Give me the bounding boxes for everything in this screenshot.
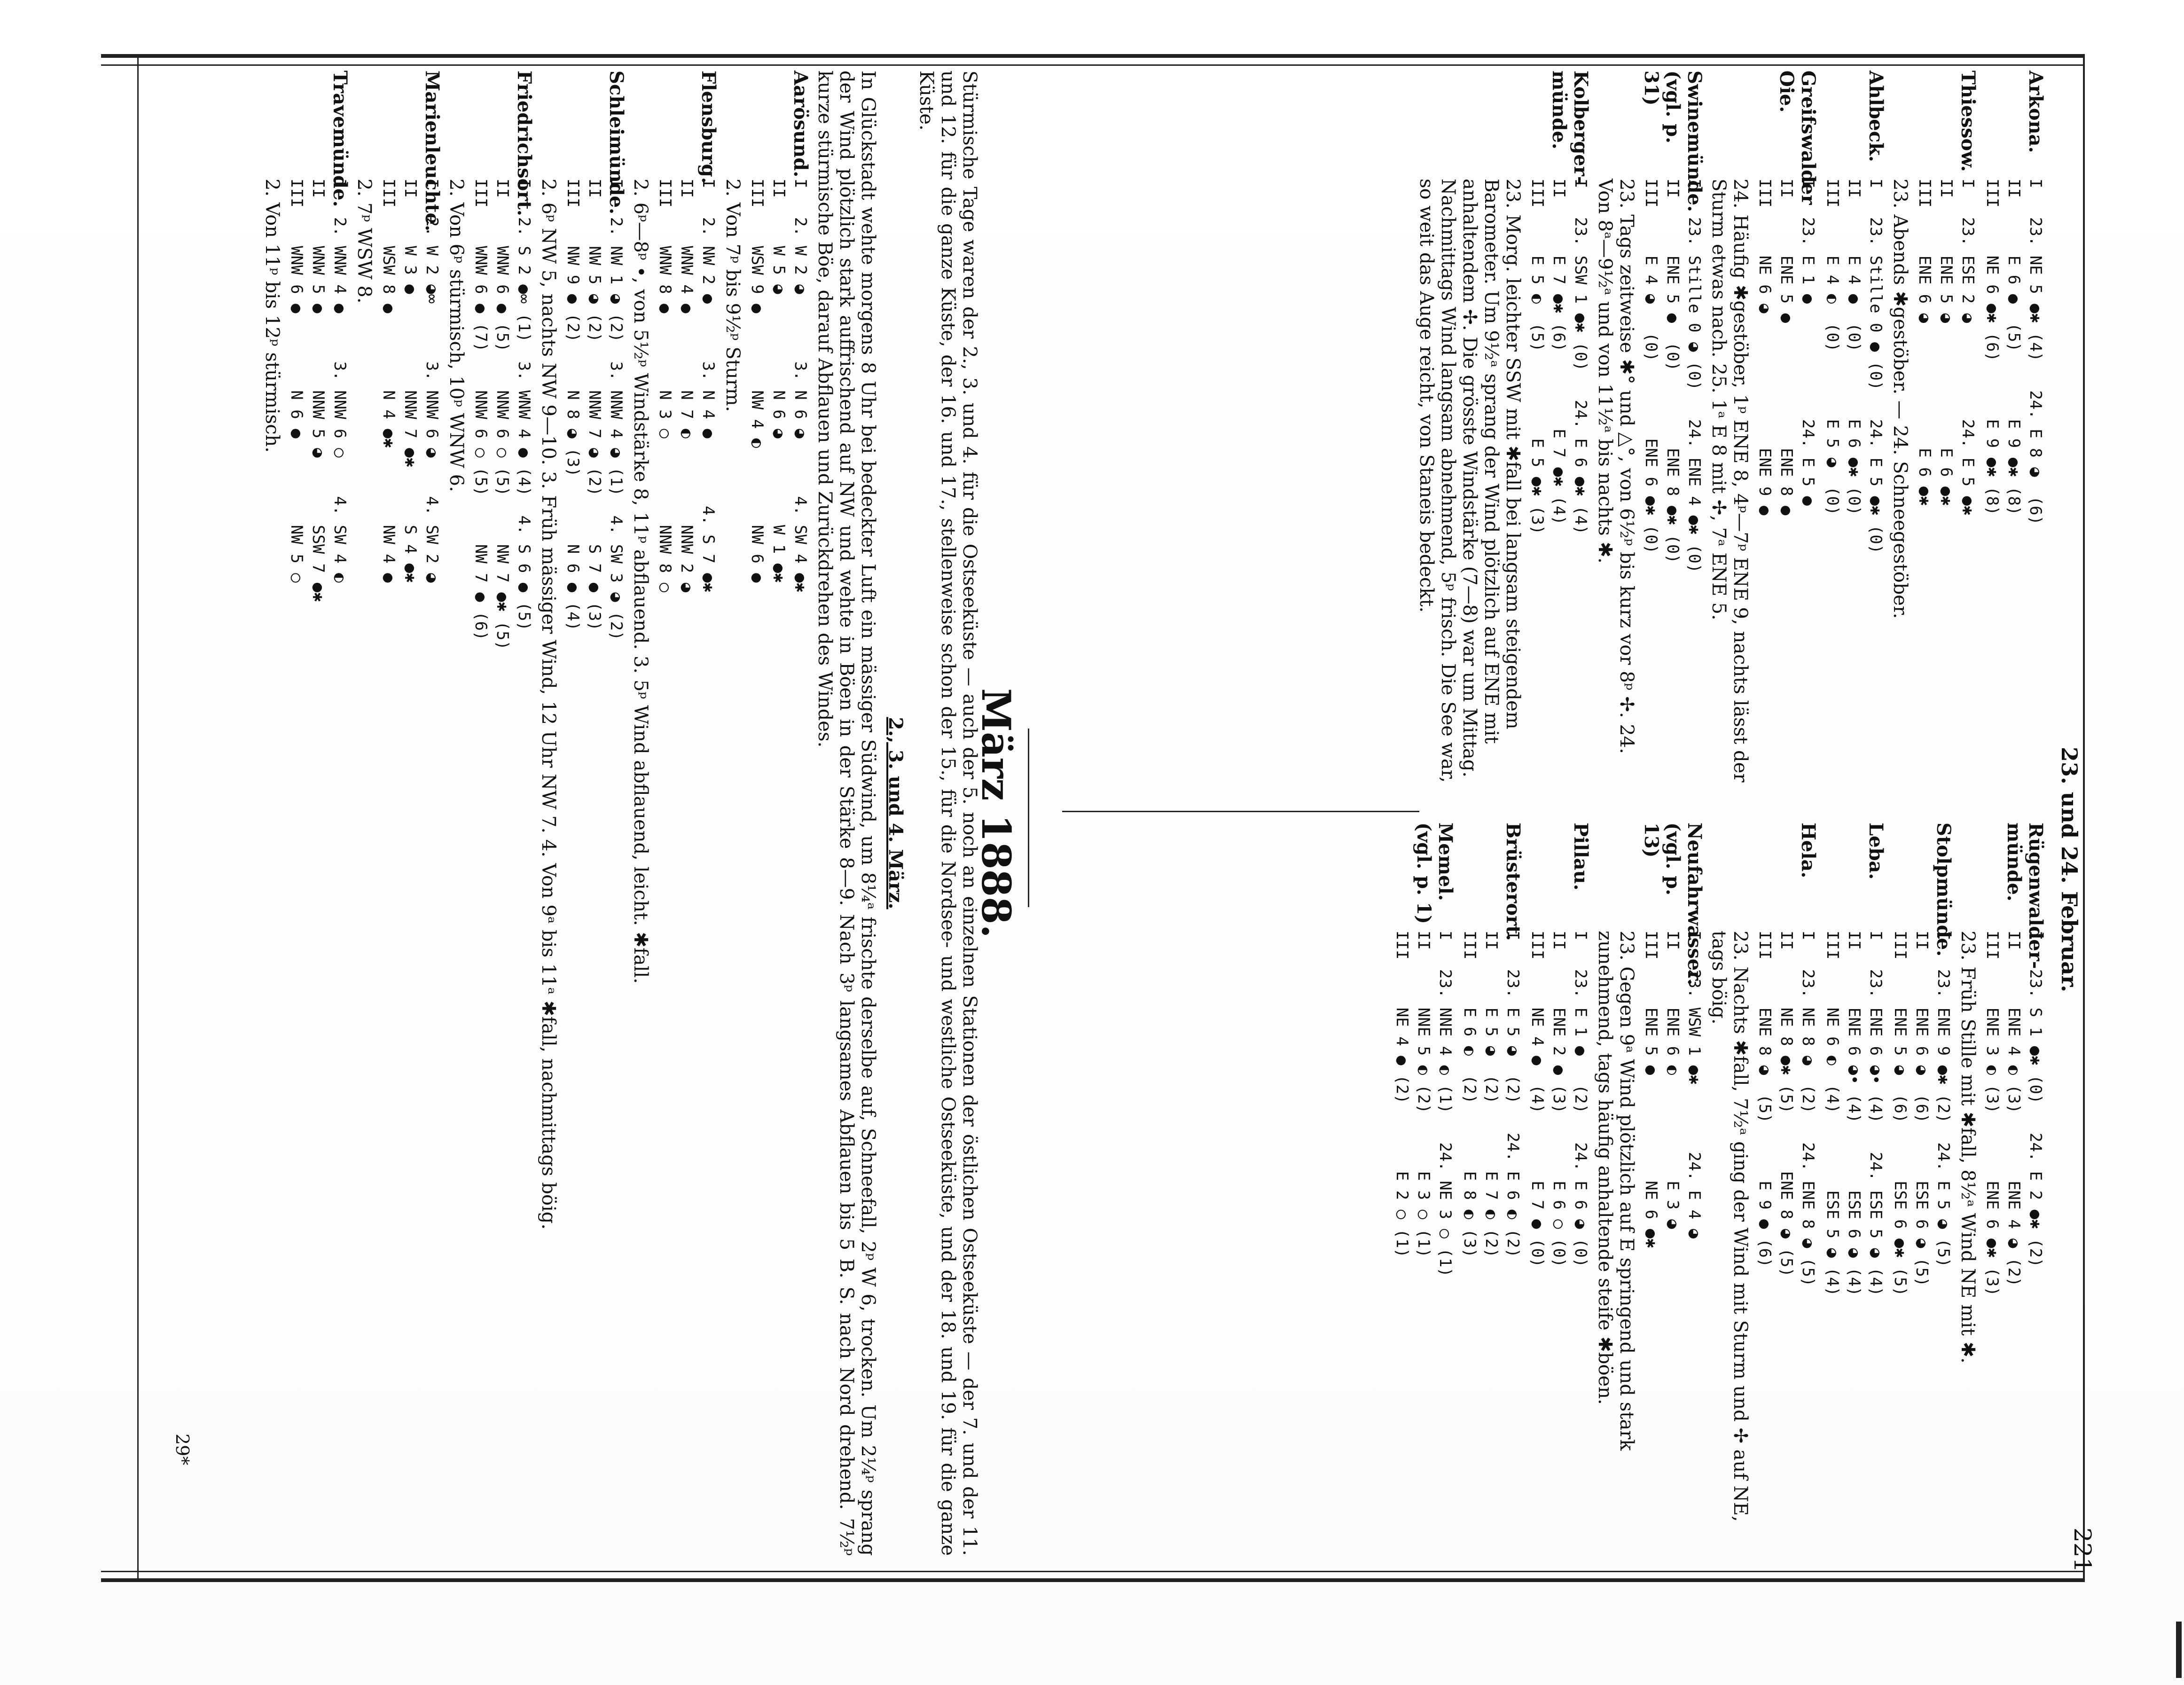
station-entry (470, 71, 535, 1556)
station-entry (1459, 823, 1524, 1556)
station-observations: I 23. NNE 4 ◐ (1) 24. NE 3 ○ (1) II NNE 5 ◐ (2) E 3 ○ (1) III NE 4 ● (2) E 2 ○ (1) (1393, 931, 1455, 1277)
station-entry (1526, 823, 1591, 1556)
frame-rule-left (137, 54, 139, 1582)
glueckstadt-report: In Glückstadt wehte morgens 8 Uhr bei bedeckter Luft ein mässiger Südwind, um 8¼ᵃ frischte derselbe auf, Schneefall, 2ᵖ W 6, trocken. Um 2¼ᵖ sprang der Wind plötzlich stark auffrischend auf NW und wehte in Böen in der Stärke 8—9. Nach 3ᵖ langsames Abflauen bis 5 B. S. nach Nord drehend. 7½ᵖ kurze stürmische Böe, darauf Abflauen und Zurückdrehen des Windes. (814, 71, 879, 1556)
station-name: Schleimünde. (605, 71, 627, 214)
station-entry (286, 71, 351, 1556)
station-name: Ahlbeck. (1865, 71, 1887, 162)
station-entry (1526, 71, 1591, 785)
month-title: März 1888. (973, 688, 1019, 938)
station-note: 23. Morg. leichter SSW mit ✱fall bei langsam steigendem Barometer. Um 9½ᵃ sprang der Wind plötzlich auf ENE mit anhaltendem ✢. Die grösste Windstärke (7—8) war um Mittag. Nachmittags Wind langsam abnehmend, 5ᵖ frisch. Die See war, so weit das Auge reicht, von Staneis bedeckt. (1416, 179, 1524, 783)
station-observations: I 23. S 1 ●✱ (0) 24. E 2 ●✱ (2) II ENE 4 ◐ (3) ENE 4 ◕ (2) III ENE 3 ◐ (3) ENE 6 ●✱ (3) (1983, 931, 2045, 1296)
station-observations: I 2. NW 2 ● 3. N 4 ● 4. S 7 ●✱ II WNW 4 ● N 7 ◐ NNW 2 ◕ III WNW 8 ● N 3 ○ NNW 8 ○ (656, 179, 718, 593)
station-entry (378, 71, 443, 1556)
station-name: Neufahrwasser. (vgl. p. 13) (1640, 823, 1706, 986)
station-note: 2. 7ᵖ WSW 8. (353, 179, 375, 304)
station-observations: I 23. E 1 ● 24. E 5 ● II ENE 5 ● ENE 8 ● III NE 6 ◕ ENE 9 ● (1755, 179, 1817, 516)
station-name: Arkona. (2025, 71, 2047, 153)
station-note: 23. Früh Stille mit ✱fall, 8½ᵃ Wind NE mit ✱. (1957, 931, 1979, 1364)
station-observations: I 2. S 2 ●∞ (1) 3. WNW 4 ● (4) 4. S 6 ● (5) II WNW 6 ● (5) NNW 6 ○ (5) NW 7 ●✱ (5) III WNW 6 ● (7) NNW 6 ○ (5) NW 7 ● (6) (471, 179, 533, 650)
station-name: Pillau. (1570, 823, 1592, 891)
march-station-list (261, 71, 811, 1556)
station-note: 2. 6ᵖ—8ᵖ •, von 5½ᵖ Windstärke 8, 11ᵖ abflauend. 3. 5ᵖ Wind abflauend, leicht. ✱fall. (630, 179, 651, 984)
station-entry (1754, 71, 1819, 785)
section-divider (1028, 729, 1029, 907)
station-name: Greifswalder Oie. (1776, 71, 1819, 205)
right-column (1388, 823, 2049, 1556)
station-observations: I 23. SSW 1 ●✱ (0) 24. E 6 ●✱ (4) II E 7 ●✱ (6) E 7 ●✱ (4) III E 5 ◐ (5) E 5 ●✱ (3) (1528, 179, 1590, 535)
station-entry (654, 71, 719, 1556)
station-name: Marienleuchte. (421, 71, 443, 232)
station-observations: I 23. NE 8 ◕ (2) 24. ENE 8 ◕ (5) II NE 8 ●✱ (5) ENE 8 ◕ (5) III ENE 8 ◕ (5) E 9 ● (6) (1755, 931, 1817, 1287)
march-subtitle: 2., 3. und 4. März. (885, 717, 907, 909)
station-entry (1391, 823, 1456, 1556)
left-column (1413, 71, 2049, 785)
march-section (258, 71, 1020, 1556)
section-heading: 23. und 24. Februar. (2057, 746, 2082, 993)
station-name: Rügenwalder-münde. (2003, 823, 2047, 969)
station-name: Travemünde. (329, 71, 351, 207)
station-observations: I 2. NW 1 ◕ (2) 3. NNW 4 ◕ (1) 4. SW 3 ◕ (2) II NW 5 ◕ (2) NNW 7 ◕ (2) S 7 ● (3) III NW 9 ● (2) N 8 ◕ (3) N 6 ● (4) (564, 179, 626, 641)
column-divider (1062, 811, 1419, 812)
frame-rule-bottom (101, 1578, 2083, 1582)
frame-rule-top (101, 54, 2083, 58)
station-name: Leba. (1865, 823, 1887, 880)
station-entry (1754, 823, 1819, 1556)
station-name: Swinemünde. (vgl. p. 31) (1640, 71, 1706, 212)
station-name: Hela. (1797, 823, 1819, 878)
station-note: 2. 6ᵖ NW 5, nachts NW 9—10. 3. Früh mässiger Wind, 12 Uhr NW 7. 4. Von 9ᵃ bis 11ᵃ ✱fall, nachmittags böig. (538, 179, 559, 1230)
station-note: 2. Von 11ᵖ bis 12ᵖ stürmisch. (261, 179, 283, 453)
station-observations: I 23. ENE 9 ●✱ (2) 24. E 5 ◕ (5) II ENE 6 ◕ (6) ESE 6 ◕ (5) III ENE 5 ◕ (6) ESE 6 ●✱ (5) (1891, 931, 1953, 1296)
frame-rule-top-thin (101, 64, 2083, 66)
frame-rule-right (2083, 54, 2085, 1582)
station-entry (1914, 71, 1979, 785)
station-observations: I 2. W 2 ◕∞ 3. NNW 6 ◕ 4. SW 2 ◕ II W 3 ● NNW 7 ●✱ S 4 ●✱ III WSW 8 ● N 4 ●✱ NW 4 ● (379, 179, 441, 583)
station-note: 23. Tags zeitweise ✱° und △°, von 6½ᵖ bis kurz vor 8ᵖ ✢. 24. Von 8ᵃ—9½ᵃ und von 11½ᵃ bis nachts ✱. (1594, 179, 1637, 754)
footer-mark: 29* (172, 1434, 193, 1466)
station-note: 23. Gegen 9ᵃ Wind plötzlich auf E springend und stark zunehmend, tags häufig anhaltende steife ✱böen. (1594, 931, 1637, 1451)
station-observations: I 23. NE 5 ●✱ (4) 24. E 8 ◕ (6) II E 6 ● (5) E 9 ●✱ (8) III NE 6 ●✱ (6) E 9 ●✱ (8) (1983, 179, 2045, 525)
station-observations: I 23. WSW 1 ●✱ 24. E 4 ◕ II ENE 6 ◐ E 3 ◕ III ENE 5 ● NE 6 ●✱ (1642, 931, 1704, 1248)
station-name: Memel. (vgl. p. 1) (1413, 823, 1456, 924)
station-entry (746, 71, 811, 1556)
station-name: Friedrichsort. (513, 71, 535, 216)
station-entry (1640, 71, 1705, 785)
page-number: 221 (2069, 1528, 2096, 1573)
station-observations: I 23. E 5 ◕ (2) 24. E 6 ◐ (2) II E 5 ◕ (2) E 7 ◐ (2) III E 6 ◐ (2) E 8 ◐ (3) (1460, 931, 1522, 1258)
station-name: Stolpmünde. (1933, 823, 1955, 957)
station-entry (1981, 71, 2046, 785)
binding-mark (2176, 1622, 2182, 1678)
station-entry (1889, 823, 1954, 1556)
station-name: Brüsterort. (1502, 823, 1524, 941)
station-entry (1640, 823, 1705, 1556)
station-observations: I 23. Stille 0 ◕ (0) 24. ENE 4 ●✱ (0) II ENE 5 ● (0) ENE 8 ●✱ (0) III E 4 ◕ (0) ENE 6 ●✱ (0) (1642, 179, 1704, 573)
station-note: 23. Nachts ✱fall, 7½ᵃ ging der Wind mit Sturm und ✢ auf NE, tags böig. (1708, 931, 1751, 1522)
frame-rule-bottom-thin (101, 1571, 2083, 1572)
station-observations: I 23. ESE 2 ◕ 24. E 5 ●✱ II ENE 5 ◕ E 6 ●✱ III ENE 6 ◕ E 6 ●✱ (1915, 179, 1977, 516)
station-entry (562, 71, 627, 1556)
station-name: Flensburg. (697, 71, 720, 184)
station-observations: I 23. Stille 0 ● (0) 24. E 5 ●✱ (0) II E 4 ● (0) E 6 ●✱ (0) III E 4 ◐ (0) E 5 ◕ (0) (1823, 179, 1885, 554)
station-entry (1822, 823, 1887, 1556)
station-entry (1981, 823, 2046, 1556)
page-content (150, 71, 2096, 1573)
march-intro: Stürmische Tage waren der 2., 3. und 4. für die Ostseeküste — auch der 5. noch an einzelnen Stationen der östlichen Ostseeküste — der 7. und der 11. und 12. für die ganze Küste, der 16. und 17., stellenweise schon der 15., für die Nordsee- und westliche Ostseeküste, und der 18. und 19. für die ganze Küste. (916, 71, 980, 1556)
station-note: 2. Von 6ᵖ stürmisch, 10ᵖ WNW 6. (446, 179, 467, 492)
station-note: 23. Abends ✱gestöber. — 24. Schneegestöber. (1889, 179, 1911, 619)
station-observations: I 23. E 1 ● (2) 24. E 6 ◕ (0) II ENE 2 ● (3) E 6 ○ (0) III NE 4 ● (4) E 7 ● (0) (1528, 931, 1590, 1268)
station-observations: I 2. WNW 4 ● 3. NNW 6 ○ 4. SW 4 ◐ II WNW 5 ● NNW 5 ◕ SSW 7 ●✱ III WNW 6 ● N 6 ● NW 5 ○ (287, 179, 349, 602)
station-observations: I 2. W 2 ◕ 3. N 6 ◕ 4. SW 4 ●✱ II W 5 ◕ N 6 ◕ W 1 ●✱ III WSW 9 ● NW 4 ◐ NW 6 ● (748, 179, 810, 593)
station-entry (1822, 71, 1887, 785)
station-name: Aarösund. (790, 71, 812, 178)
station-note: 2. Von 7ᵖ bis 9½ᵖ Sturm. (722, 179, 744, 412)
station-note: 24. Häufig ✱gestöber, 1ᵖ ENE 8, 4ᵖ—7ᵖ ENE 9, nachts lässt der Sturm etwas nach. 25. 1ᵃ E 8 mit ✢, 7ᵃ ENE 5. (1708, 179, 1751, 783)
station-observations: I 23. ENE 6 ◕• (4) 24. ESE 5 ◕ (4) II ENE 6 ◕• (4) ESE 6 ◕ (4) III NE 6 ◐ (4) ESE 5 ◕ (4) (1823, 931, 1885, 1296)
station-name: Thiessow. (1957, 71, 1979, 172)
station-name: Kolberger-münde. (1548, 71, 1592, 184)
